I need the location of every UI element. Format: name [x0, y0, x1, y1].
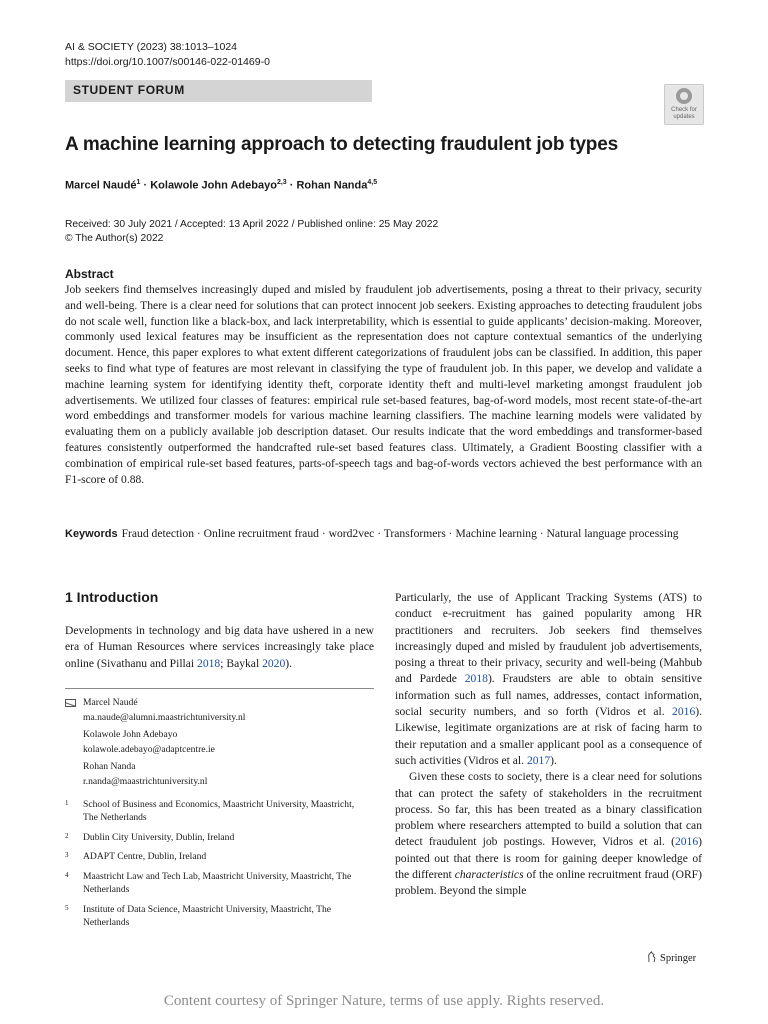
- affiliation-number: 4: [65, 871, 69, 879]
- envelope-icon: [65, 699, 76, 707]
- affiliation-text: Dublin City University, Dublin, Ireland: [83, 832, 235, 843]
- contact-name: Marcel Naudé: [83, 697, 138, 708]
- affiliation-text: Maastricht Law and Tech Lab, Maastricht University, Maastricht, The Netherlands: [83, 871, 352, 895]
- affiliation-text: ADAPT Centre, Dublin, Ireland: [83, 851, 207, 862]
- doi-link[interactable]: https://doi.org/10.1007/s00146-022-01469-0: [65, 56, 270, 68]
- author-affiliation-ref: 2,3: [276, 179, 287, 186]
- affiliation-number: 2: [65, 832, 69, 840]
- publisher-name: Springer: [660, 953, 697, 964]
- contact-email[interactable]: r.nanda@maastrichtuniversity.nl: [83, 776, 208, 787]
- correspondence-block: [65, 695, 374, 790]
- check-for-updates-label: Check for updates: [671, 107, 697, 120]
- intro-paragraph-left: Developments in technology and big data have ushered in a new era of Human Resources where services increasingly take place online (Sivathanu and Pillai 2018; Baykal 2020).: [65, 624, 374, 670]
- body-paragraph: Given these costs to society, there is a clear need for solutions that can protect the safety of stakeholders in the recruitment process. So far, this has been treated as a binary classification problem where researchers attempted to build a solution that can detect fraudulent job postings. However, Vidros et al. (2016) pointed out that there is room for gaining deeper knowledge of the different characteristics of the online recruitment fraud (ORF) problem. Beyond the simple: [395, 770, 702, 898]
- citation-link[interactable]: 2016: [672, 705, 696, 719]
- paper-title: A machine learning approach to detecting fraudulent job types: [65, 134, 618, 155]
- journal-header: [65, 40, 270, 70]
- publisher-logo: [646, 951, 696, 964]
- citation-link[interactable]: 2017: [526, 753, 551, 767]
- keywords-text: Fraud detection · Online recruitment fraud · word2vec · Transformers · Machine learning · Natural language processing: [121, 527, 679, 540]
- affiliation-number: 1: [65, 799, 69, 807]
- contact-email[interactable]: kolawole.adebayo@adaptcentre.ie: [83, 744, 215, 755]
- citation-link[interactable]: 2016: [674, 835, 699, 849]
- author-affiliation-ref: 4,5: [367, 179, 378, 186]
- emphasis-text: characteristics: [454, 868, 524, 882]
- dates-line: Received: 30 July 2021 / Accepted: 13 April 2022 / Published online: 25 May 2022: [65, 219, 439, 230]
- section-label: STUDENT FORUM: [73, 83, 185, 97]
- copyright-line: © The Author(s) 2022: [65, 233, 164, 244]
- author-name[interactable]: Marcel Naudé: [65, 179, 137, 192]
- courtesy-watermark: Content courtesy of Springer Nature, terms of use apply. Rights reserved.: [163, 993, 605, 1009]
- intro-right-column: [395, 590, 702, 900]
- keywords-label: Keywords: [65, 528, 118, 540]
- citation-link[interactable]: 2020: [262, 656, 286, 670]
- contact-name: Kolawole John Adebayo: [83, 729, 178, 740]
- affiliation-number: 3: [65, 851, 69, 859]
- journal-citation: AI & SOCIETY (2023) 38:1013–1024: [65, 41, 237, 53]
- check-for-updates-badge[interactable]: [664, 84, 704, 125]
- springer-horse-icon: [646, 951, 657, 963]
- check-for-updates-icon: [676, 88, 692, 104]
- abstract-text: Job seekers find themselves increasingly duped and misled by fraudulent job advertisements, posing a threat to their privacy, security and well-being. There is a clear need for solutions that can protect innocent job seekers. Existing approaches to detecting fraudulent jobs do not scale well, function like a black-box, and lack interpretability, which is essential to guide applicants’ decision-making. Moreover, commonly used lexical features may be insufficient as the representation does not capture contextual semantics of the underlying document. Hence, this paper explores to what extent different categorizations of fraudulent jobs can be classified. In addition, this paper seeks to find what type of features are most relevant in classifying the type of fraudulent job. In this paper, we develop and validate a machine learning system for identifying identity theft, corporate identity theft and multi-level marketing amongst fraudulent job advertisements. We utilized four classes of features: empirical rule set-based features, bag-of-word models, most recent state-of-the-art word embeddings and transformer models for various machine learning classifiers. The machine learning models were validated by evaluating them on a publicly available job description dataset. Our results indicate that the word embeddings and transformer-based features consistently outperformed the handcrafted rule-set based features class. Ultimately, a Gradient Boosting classifier with a combination of empirical rule-set based features, parts-of-speech tags and bag-of-words vectors achieved the best performance with an F1-score of 0.88.: [65, 283, 702, 486]
- abstract-heading: Abstract: [65, 267, 114, 281]
- section-heading-introduction: 1 Introduction: [65, 589, 159, 605]
- author-name[interactable]: Rohan Nanda: [296, 179, 368, 192]
- author-list: [65, 179, 377, 192]
- contact-email[interactable]: ma.naude@alumni.maastrichtuniversity.nl: [83, 712, 246, 723]
- citation-link[interactable]: 2018: [464, 672, 488, 686]
- contact-name: Rohan Nanda: [83, 761, 136, 772]
- contact-entry: [83, 759, 207, 789]
- author-affiliation-ref: 1: [136, 179, 141, 186]
- body-paragraph: Particularly, the use of Applicant Tracking Systems (ATS) to conduct e-recruitment has gained popularity among HR practitioners and recruiters. Job seekers find themselves increasingly duped and misled by fraudulent job advertisements, posing a threat to their privacy, security and well-being (Mahbub and Pardede 2018). Fraudsters are able to obtain sensitive information such as full names, addresses, contact information, social security numbers, and so forth (Vidros et al. 2016). Likewise, legitimate organizations are at risk of facing harm to their reputation and a smaller applicant pool as a consequence of such activities (Vidros et al. 2017).: [395, 591, 702, 767]
- contact-entry: [83, 695, 245, 725]
- section-label-bar: [65, 80, 372, 102]
- keywords: [65, 526, 702, 543]
- publication-dates: [65, 218, 438, 246]
- affiliation-text: Institute of Data Science, Maastricht University, Maastricht, The Netherlands: [83, 904, 332, 928]
- author-separator: ·: [140, 179, 151, 192]
- author-name[interactable]: Kolawole John Adebayo: [150, 179, 277, 192]
- author-separator: ·: [286, 179, 297, 192]
- citation-link[interactable]: 2018: [197, 656, 221, 670]
- footnote-divider: [65, 688, 374, 689]
- affiliation-number: 5: [65, 904, 69, 912]
- affiliation-text: School of Business and Economics, Maastricht University, Maastricht, The Netherlands: [83, 799, 355, 823]
- contact-entry: [83, 727, 215, 757]
